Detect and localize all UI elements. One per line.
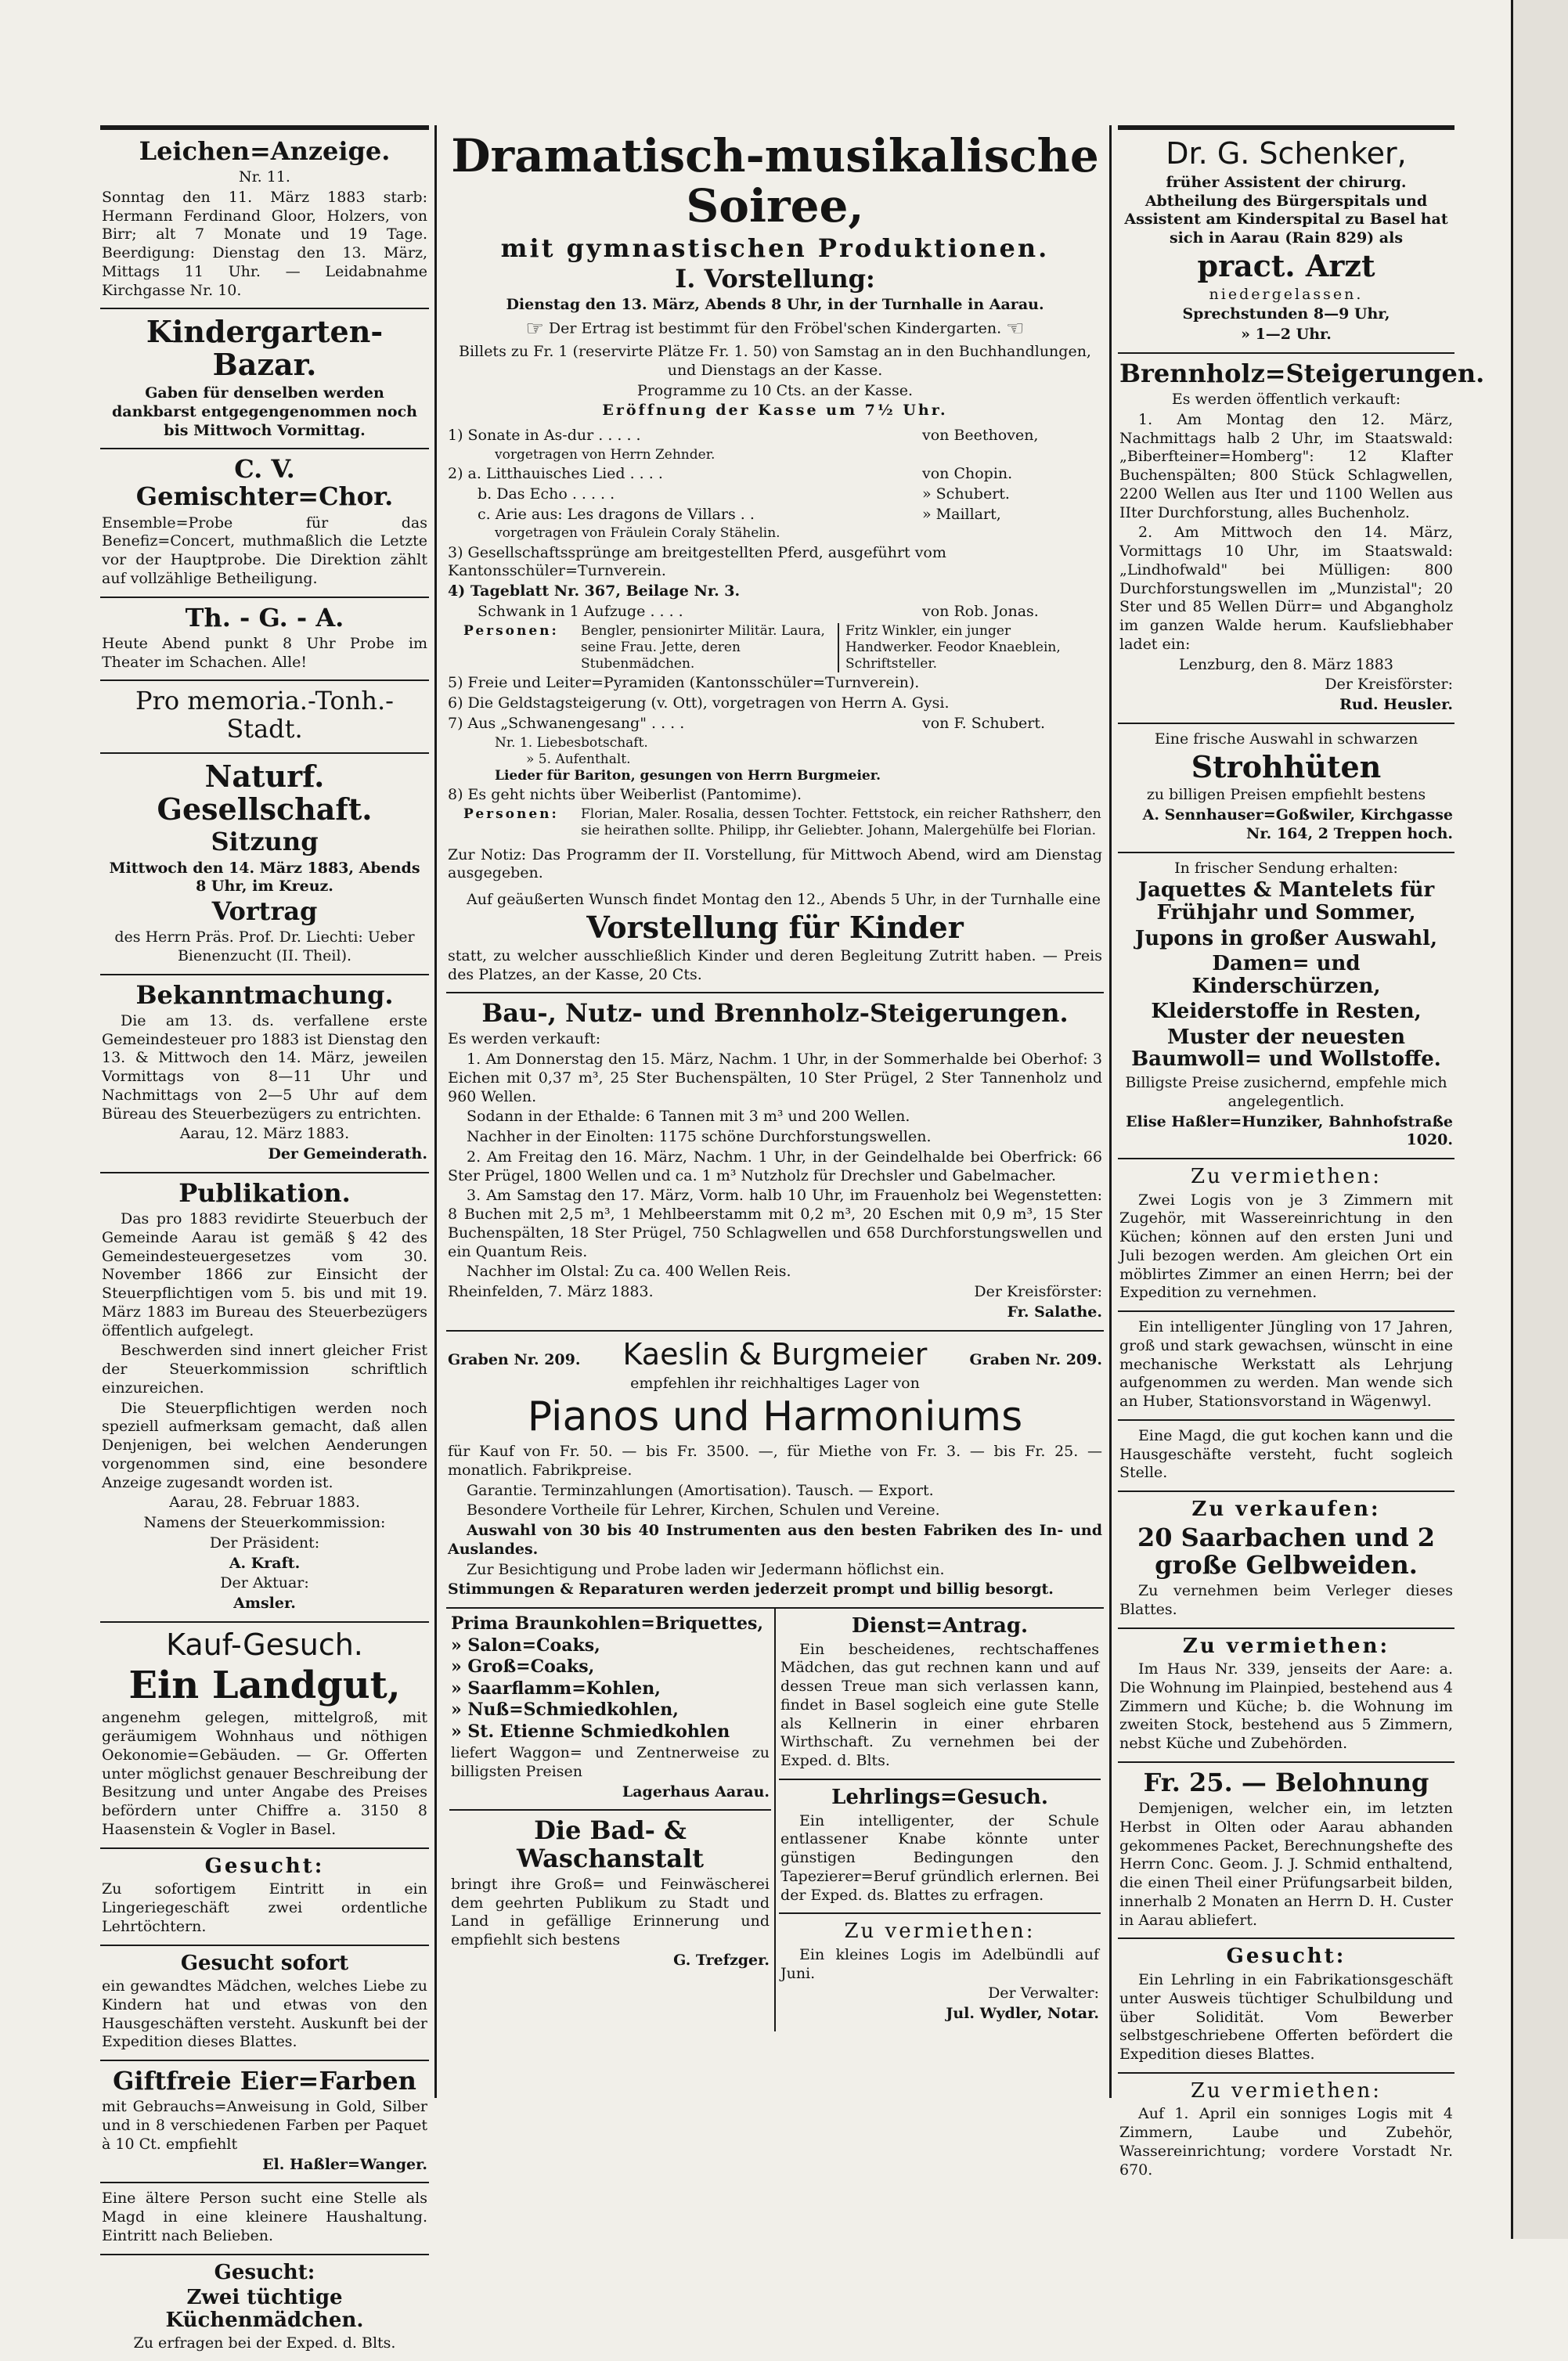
kohlen-line: » Saarflamm=Kohlen, [451,1678,661,1699]
verm3-title: Zu vermiethen: [1190,2078,1382,2103]
verk-title2: 20 Saarbachen und 2 große Gelbweiden. [1137,1522,1436,1580]
pointing-hand-icon: ☞ [525,316,544,341]
kauf-gesuch-ad [100,1623,429,1849]
soiree-vorst: I. Vorstellung: [675,263,875,294]
farben-text: mit Gebrauchs=Anweisung in Gold, Silber und in 8 verschiedenen Farben per Paquet à 10 Ct. empfiehlt [102,2098,427,2153]
kohlen-line: » Salon=Coaks, [451,1635,600,1656]
mid-bottom-right [776,1609,1104,2031]
steig-p4: 2. Am Freitag den 16. März, Nachm. 1 Uhr, in der Geindelhalde bei Oberfrick: 66 Ster Prügel, 1800 Wellen und ca. 1 m³ Nutzholz für Drechsler und Gabelmacher. [448,1148,1102,1184]
brenn-sign1: Der Kreisförster: [1325,676,1453,694]
naturf-date: Mittwoch den 14. März 1883, Abends 8 Uhr, im Kreuz. [109,859,420,896]
soiree-billets: Billets zu Fr. 1 (reservirte Plätze Fr. 1. 50) von Samstag an in den Buchhandlungen, und Dienstags an der Kasse. [459,343,1091,379]
farben-sign: El. Haßler=Wanger. [262,2155,427,2173]
stroh-sign: A. Sennhauser=Goßwiler, Kirchgasse Nr. 164, 2 Treppen hoch. [1142,806,1453,842]
pianos-header [448,1336,1102,1374]
memoria-ad [100,681,429,753]
gesucht2-title: Gesucht sofort [180,1951,349,1975]
naturf-sitzung: Sitzung [211,827,319,857]
soiree-kasse: Eröffnung der Kasse um 7½ Uhr. [602,402,948,420]
mid-bottom-left [446,1609,776,2031]
verm3-text: Auf 1. April ein sonniges Logis mit 4 Zimmern, Laube und Zubehör, Wassereinrichtung; vordere Vorstadt Nr. 670. [1119,2105,1453,2179]
firm-name: Kaeslin & Burgmeier [622,1336,928,1372]
pointing-hand-left-icon: ☜ [1006,316,1025,341]
stroh-title: Strohhüten [1191,748,1382,784]
right-column [1118,125,1485,2179]
personen-label: Personen: [463,622,559,639]
verm-mid-sign2: Jul. Wydler, Notar. [946,2005,1099,2023]
gesucht3-title: Gesucht: [214,2260,315,2284]
chor-title: C. V. Gemischter=Chor. [135,454,394,512]
gesucht2-text: ein gewandtes Mädchen, welches Liebe zu Kindern hat und etwas von den Hausgeschäften versteht. Auskunft bei der Expedition dieses Blattes. [102,1977,427,2051]
kohlen-ad [449,1609,771,1811]
person-ad [100,2183,429,2255]
leichen-title: Leichen=Anzeige. [139,136,391,166]
brennholz-ad [1118,354,1485,724]
bekannt-date: Aarau, 12. März 1883. [179,1125,350,1143]
steig-p2: Sodann in der Ethalde: 6 Tannen mit 3 m³ und 200 Wellen. [467,1108,910,1126]
publ-p2: Beschwerden sind innert gleicher Frist der Steuerkommission schriftlich einzureichen. [102,1342,427,1397]
magd-text: Eine Magd, die gut kochen kann und die Hausgeschäfte versteht, fucht sogleich Stelle. [1119,1426,1453,1482]
program-item: c. Arie aus: Les dragons de Villars . . » Maillart, [478,505,1001,523]
thga-text: Heute Abend punkt 8 Uhr Probe im Theater im Schachen. Alle! [102,634,427,671]
gesucht-right-text: Ein Lehrling in ein Fabrikationsgeschäft unter Ausweis tüchtiger Schulbildung und über Solidität. Vom Bewerber selbstgeschriebene Offerten befördert die Expedition dieses Blattes. [1119,1971,1453,2064]
farben-title: Giftfreie Eier=Farben [113,2066,416,2096]
graben-left: Graben Nr. 209. [448,1350,581,1368]
column-rule-1 [434,125,437,2098]
schenker-sub: niedergelassen. [1209,285,1364,303]
personen2-label: Personen: [463,806,559,823]
verm1-text: Zwei Logis von je 3 Zimmern mit Zugehör, mit Wassereinrichtung in den Küchen; können auf den ersten Juni und Juli bezogen werden. Am gleichen Ort ein möblirtes Zimmer an einen Herrn; bei der Expedition zu vernehmen. [1119,1191,1453,1302]
program-item: Nr. 1. Liebesbotschaft. [495,734,648,751]
brenn-date: Lenzburg, den 8. März 1883 [1179,655,1393,673]
bekanntmachung-ad [100,975,429,1173]
leichen-anzeige [100,125,429,309]
juengling-ad [1118,1312,1454,1421]
program-item: Schwank in 1 Aufzuge . . . . von Rob. Jonas. [478,602,1039,620]
steig-sign1: Der Kreisförster: [974,1283,1102,1301]
program-item: 7) Aus „Schwanengesang" . . . . von F. Schubert. [448,714,1046,732]
program-item: vorgetragen von Fräulein Coraly Stähelin. [495,525,780,542]
pianos-intro: empfehlen ihr reichhaltiges Lager von [630,1375,920,1393]
gesucht-right-ad [1118,1939,1454,2073]
jaq-text: Billigste Preise zusichernd, empfehle mich angelegentlich. [1125,1074,1447,1110]
kauf-text: angenehm gelegen, mittelgroß, mit geräumigem Wohnhaus und nöthigen Oekonomie=Gebäuden. — Gr. Offerten unter möglichst genauer Beschreibung der Besitzung und unter Angabe des Preises befördern unter Chiffre a. 3150 8 Haasenstein & Vogler in Basel. [102,1709,427,1838]
program-item: 5) Freie und Leiter=Pyramiden (Kantonsschüler=Turnverein). [448,674,920,692]
kinder-title: Vorstellung für Kinder [586,909,964,945]
brenn-p2: 2. Am Mittwoch den 14. März, Vormittags 10 Uhr, im Staatswald: „Lindhofwald" bei Mülligen: 800 Durchforstungswellen im „Munzistal"; 20 Ster und 85 Wellen Dürr= und Abgangholz im ganzen Walde herum. Kaufsliebhaber ladet ein: [1119,524,1453,653]
verm1-title: Zu vermiethen: [1190,1165,1382,1189]
bad-title: Die Bad- & Waschanstalt [516,1815,705,1873]
soiree-title: Dramatisch-musikalische Soiree, [451,129,1099,232]
kindergarten-bazar [100,309,429,449]
program-item: 6) Die Geldstagsteigerung (v. Ott), vorgetragen von Herrn A. Gysi. [448,694,950,712]
dienst-ad [779,1609,1101,1780]
chor-text: Ensemble=Probe für das Benefiz=Concert, muthmaßlich die Letzte vor der Hauptprobe. Die Direktion zählt auf vollzählige Betheiligung. [102,514,427,587]
column-rule-2 [1109,125,1112,2098]
pianos-p3: Besondere Vortheile für Lehrer, Kirchen, Schulen und Vereine. [467,1501,940,1519]
jaquettes-ad [1118,853,1454,1160]
publikation-ad [100,1173,429,1623]
belohn-title: Fr. 25. — Belohnung [1143,1767,1429,1797]
soiree-date: Dienstag den 13. März, Abends 8 Uhr, in der Turnhalle in Aarau. [506,295,1044,313]
pianos-p5: Zur Besichtigung und Probe laden wir Jedermann höflichst ein. [467,1560,945,1578]
lehr-text: Ein intelligenter, der Schule entlassener Knabe könnte unter günstigen Bedingungen den Tapezierer=Beruf gründlich erlernen. Bei der Exped. ds. Blattes zu erfragen. [780,1811,1099,1904]
soiree-notiz: Zur Notiz: Das Programm der II. Vorstellung, für Mittwoch Abend, wird am Dienstag ausgegeben. [448,845,1102,882]
steig-p3: Nachher in der Einolten: 1175 schöne Durchforstungswellen. [467,1128,932,1146]
bad-sign: G. Trefzger. [673,1951,770,1969]
program-item: » 5. Aufenthalt. [526,751,631,767]
soiree-subtitle: mit gymnastischen Produktionen. [500,232,1050,263]
gesucht1-text: Zu sofortigem Eintritt in ein Lingeriegeschäft zwei ordentliche Lehrtöchtern. [102,1880,427,1935]
publ-date: Aarau, 28. Februar 1883. [169,1494,360,1512]
gesucht3-ad [100,2255,429,2361]
verk-text: Zu vernehmen beim Verleger dieses Blattes. [1119,1582,1453,1618]
steig-intro: Es werden verkauft: [448,1030,601,1048]
gesucht2-ad [100,1946,429,2062]
lehr-title: Lehrlings=Gesuch. [831,1785,1048,1809]
stroh-ad [1118,724,1454,853]
schenker-text: früher Assistent der chirurg. Abtheilung des Bürgerspitals und Assistent am Kinderspital zu Basel hat sich in Aarau (Rain 829) als [1124,173,1448,247]
brenn-p1: 1. Am Montag den 12. März, Nachmittags halb 2 Uhr, im Staatswald: „Biberfteiner=Homberg": 12 Klafter Buchenspälten; 800 Stück Schlagwellen, 2200 Wellen aus Iter und 1100 Wellen aus IIter Durchforstung, alles Buchenholz. [1119,410,1453,521]
page-edge [1511,0,1568,2239]
cast-list [448,623,1102,673]
person-text: Eine ältere Person sucht eine Stelle als Magd in eine kleinere Haushaltung. Eintritt nach Belieben. [102,2190,427,2244]
pianos-p2: Garantie. Terminzahlungen (Amortisation). Tausch. — Export. [467,1481,934,1499]
cast-list-2 [448,806,1102,840]
pianos-p1: für Kauf von Fr. 50. — bis Fr. 3500. —, für Miethe von Fr. 3. — bis Fr. 25. — monatlich. Fabrikpreise. [448,1443,1102,1479]
verm-mid-sign1: Der Verwalter: [988,1984,1099,2002]
memoria-title: Pro memoria.-Tonh.-Stadt. [135,686,394,744]
cast-left: Bengler, pensionirter Militär. Laura, seine Frau. Jette, deren Stubenmädchen. [581,622,825,672]
verk-ad [1118,1492,1454,1628]
farben-ad [100,2061,429,2183]
gesucht-right-title: Gesucht: [1226,1945,1346,1969]
belohnung-ad [1118,1763,1454,1939]
mid-bottom-ads [446,1609,1104,2031]
kindergarten-text: Gaben für denselben werden dankbarst entgegengenommen noch bis Mittwoch Vormittag. [112,384,417,439]
belohn-text: Demjenigen, welcher ein, im letzten Herbst in Olten oder Aarau abhanden gekommenes Packet, Berechnungshefte des Herrn Conc. Geom. J. J. Schmid enthaltend, die einen Theil einer Prüfungsarbeit bilden, innerhalb 2 Monaten an Herrn D. H. Custer in Aarau abliefert. [1119,1800,1453,1929]
kohlen-text: liefert Waggon= und Zentnerweise zu billigsten Preisen [451,1744,770,1780]
verk-title: Zu verkaufen: [1191,1498,1381,1522]
cast2: Florian, Maler. Rosalia, dessen Tochter. Fettstock, ein reicher Rathsherr, den sie heirathen sollte. Philipp, ihr Geliebter. Johann, Malergehülfe bei Florian. [581,806,1101,839]
steig-date: Rheinfelden, 7. März 1883. [448,1283,654,1301]
program-item: 8) Es geht nichts über Weiberlist (Pantomime). [448,786,802,804]
kohlen-line: » Groß=Coaks, [451,1656,595,1678]
publ-p1: Das pro 1883 revidirte Steuerbuch der Gemeinde Aarau ist gemäß § 42 des Gemeindesteuergesetzes vom 30. November 1866 zur Einsicht der Steuerpflichtigen vom 5. bis und mit 19. März 1883 im Bureau des Steuerbezügers öffentlich aufgelegt. [102,1210,427,1339]
left-column [100,125,429,2352]
verm2-title: Zu vermiethen: [1182,1634,1390,1658]
bekannt-text: Die am 13. ds. verfallene erste Gemeindesteuer pro 1883 ist Dienstag den 13. & Mittwoch den 14. März, jeweilen Vormittags von 8—11 Uhr und Nachmittags von 2—5 Uhr auf dem Büreau des Steuerbezügers zu entrichten. [102,1011,427,1123]
juengling-text: Ein intelligenter Jüngling von 17 Jahren, groß und stark gewachsen, wünscht in eine mechanische Werkstatt als Lehrjung aufgenommen zu werden. Man wende sich an Huber, Stationsvorstand in Wägenwyl. [1119,1318,1453,1411]
pianos-ad [446,1332,1104,1609]
gesucht3-text: Zu erfragen bei der Exped. d. Blts. [133,2334,396,2352]
publ-title: Publikation. [178,1177,351,1208]
kinder-intro: Auf geäußerten Wunsch findet Montag den 12., Abends 5 Uhr, in der Turnhalle eine [467,891,1101,909]
schenker-title: Dr. G. Schenker, [1166,136,1407,171]
dienst-text: Ein bescheidenes, rechtschaffenes Mädchen, das gut rechnen kann und auf dessen Treue man sich verlassen kann, findet in Basel sogleich eine gute Stelle als Kellnerin in einer ehrbaren Wirthschaft. Zu vernehmen bei der Exped. d. Blts. [780,1640,1099,1770]
steig-p5: 3. Am Samstag den 17. März, Vorm. halb 10 Uhr, im Frauenholz bei Wegenstetten: 8 Buchen mit 2,5 m³, 1 Mehlbeerstamm mit 0,2 m³, 20 Eschen mit 0,9 m³, 15 Ster Buchenspälten, 18 Ster Prügel, 750 Schlagwellen und 658 Durchforstungswellen und ein Quantum Reis. [448,1187,1102,1260]
schenker-ad [1118,125,1454,354]
bad-text: bringt ihre Groß= und Feinwäscherei dem geehrten Publikum zu Stadt und Land in gefällige Erinnerung und empfiehlt sich bestens [451,1875,770,1949]
kohlen-sign: Lagerhaus Aarau. [622,1782,770,1800]
program-item: 4) Tageblatt Nr. 367, Beilage Nr. 3. [448,582,741,600]
program-list [448,427,1102,840]
magd-ad [1118,1421,1454,1492]
brenn-intro: Es werden öffentlich verkauft: [1171,391,1401,409]
kohlen-line: » St. Etienne Schmiedkohlen [451,1721,730,1742]
leichen-text: Sonntag den 11. März 1883 starb: Hermann Ferdinand Gloor, Holzers, von Birr; alt 7 Monate und 19 Tage. Beerdigung: Dienstag den 13. März, Mittags 11 Uhr. — Leidabnahme Kirchgasse Nr. 10. [102,188,427,299]
steig-p1: 1. Am Donnerstag den 15. März, Nachm. 1 Uhr, in der Sommerhalde bei Oberhof: 3 Eichen mit 0,37 m³, 25 Ster Buchenspälten, 10 Ster Prügel, 2 Ster Tannenholz und 960 Wellen. [448,1051,1102,1105]
kindergarten-title: Kindergarten-Bazar. [146,314,384,383]
kauf-title2: Ein Landgut, [128,1663,401,1707]
verm-mid-text: Ein kleines Logis im Adelbündli auf Juni. [780,1945,1099,1982]
verm2-text: Im Haus Nr. 339, jenseits der Aare: a. Die Wohnung im Plainpied, bestehend aus 4 Zimmern und Küche; b. die Wohnung im zweiten Stock, bestehend aus 5 Zimmern, nebst Küche und Zubehörden. [1119,1660,1453,1753]
jaq-sign: Elise Haßler=Hunziker, Bahnhofstraße 1020. [1126,1112,1453,1149]
naturf-vortrag: Vortrag [211,896,318,926]
program-item: b. Das Echo . . . . . » Schubert. [478,485,1010,503]
schenker-hours1: Sprechstunden 8—9 Uhr, [1182,305,1390,323]
brenn-title: Brennholz=Steigerungen. [1119,358,1485,388]
verm3-ad [1118,2074,1454,2188]
middle-column [446,125,1104,2114]
verm-mid-title: Zu vermiethen: [844,1919,1036,1944]
publ-sign4: Der Aktuar: [220,1574,309,1592]
soiree-programme: Programme zu 10 Cts. an der Kasse. [636,381,914,399]
verm2-ad [1118,1629,1454,1763]
kauf-title: Kauf-Gesuch. [166,1627,363,1662]
publ-sign3: A. Kraft. [229,1554,301,1572]
pianos-p6: Stimmungen & Reparaturen werden jederzeit prompt und billig besorgt. [448,1581,1054,1599]
schenker-title2: pract. Arzt [1197,247,1375,283]
bekannt-sign: Der Gemeinderath. [268,1145,427,1163]
program-item: 2) a. Litthauisches Lied . . . . von Chopin. [448,465,1013,483]
soiree-ad [446,125,1104,993]
chor-ad [100,449,429,597]
thga-ad [100,598,429,682]
jaq-line: Muster der neuesten Baumwoll= und Wollstoffe. [1131,1025,1441,1072]
kohlen-line: Prima Braunkohlen=Briquettes, [451,1613,764,1635]
publ-sign1: Namens der Steuerkommission: [143,1514,386,1532]
program-item: 3) Gesellschaftssprünge am breitgestellten Pferd, ausgeführt vom Kantonsschüler=Turnverein. [448,543,946,580]
gesucht3-sub: Zwei tüchtige Küchenmädchen. [165,2286,364,2332]
program-item: 1) Sonate in As-dur . . . . . von Beethoven, [448,427,1039,445]
kohlen-line: » Nuß=Schmiedkohlen, [451,1700,679,1721]
program-item: vorgetragen von Herrn Zehnder. [495,446,716,463]
pianos-title: Pianos und Harmoniums [527,1393,1023,1440]
jaq-intro: In frischer Sendung erhalten: [1174,859,1398,877]
kinder-text: statt, zu welcher ausschließlich Kinder und deren Begleitung Zutritt haben. — Preis des Platzes, an der Kasse, 20 Cts. [448,946,1102,983]
verm1-ad [1118,1159,1454,1312]
jaq-line: Jaquettes & Mantelets für Frühjahr und Sommer, [1137,878,1435,925]
pianos-p4: Auswahl von 30 bis 40 Instrumenten aus den besten Fabriken des In- und Auslandes. [448,1522,1102,1558]
verm-mid-ad [779,1914,1101,2031]
cast-right: Fritz Winkler, ein junger Handwerker. Feodor Knaeblein, Schriftsteller. [838,623,1102,673]
lehr-ad [779,1780,1101,1914]
gesucht1-ad [100,1849,429,1946]
graben-right: Graben Nr. 209. [969,1350,1102,1368]
naturf-text: des Herrn Präs. Prof. Dr. Liechti: Ueber Bienenzucht (II. Theil). [114,928,415,964]
naturf-title: Naturf. Gesellschaft. [157,758,373,827]
soiree-ertrag: Der Ertrag ist bestimmt für den Fröbel'schen Kindergarten. [548,319,1002,337]
dienst-title: Dienst=Antrag. [851,1614,1029,1638]
bad-ad [449,1811,771,1977]
publ-p3: Die Steuerpflichtigen werden noch speziell aufmerksam gemacht, daß allen Denjenigen, bei welchen Aenderungen vorgenommen sind, eine besondere Anzeige zugesandt worden ist. [102,1399,427,1491]
brenn-sign2: Rud. Heusler. [1339,696,1453,714]
stroh-intro: Eine frische Auswahl in schwarzen [1154,730,1418,748]
gesucht1-title: Gesucht: [204,1854,325,1878]
naturf-ad [100,754,429,975]
steigerung-ad [446,993,1104,1331]
schenker-hours2: » 1—2 Uhr. [1241,326,1332,344]
publ-sign2: Der Präsident: [209,1534,320,1552]
thga-title: Th. - G. - A. [185,602,344,633]
stroh-text: zu billigen Preisen empfiehlt bestens [1146,786,1426,804]
leichen-nr: Nr. 11. [239,168,290,186]
jaq-line: Kleiderstoffe in Resten, [1151,1000,1422,1024]
jaq-line: Jupons in großer Auswahl, [1134,926,1438,950]
bekannt-title: Bekanntmachung. [135,979,394,1010]
publ-sign5: Amsler. [233,1595,296,1613]
steig-title: Bau-, Nutz- und Brennholz-Steigerungen. [481,998,1069,1029]
steig-p6: Nachher im Olstal: Zu ca. 400 Wellen Reis. [467,1263,791,1281]
jaq-line: Damen= und Kinderschürzen, [1191,952,1381,998]
steig-sign2: Fr. Salathe. [1007,1303,1102,1321]
program-item: Lieder für Bariton, gesungen von Herrn Burgmeier. [495,768,881,784]
